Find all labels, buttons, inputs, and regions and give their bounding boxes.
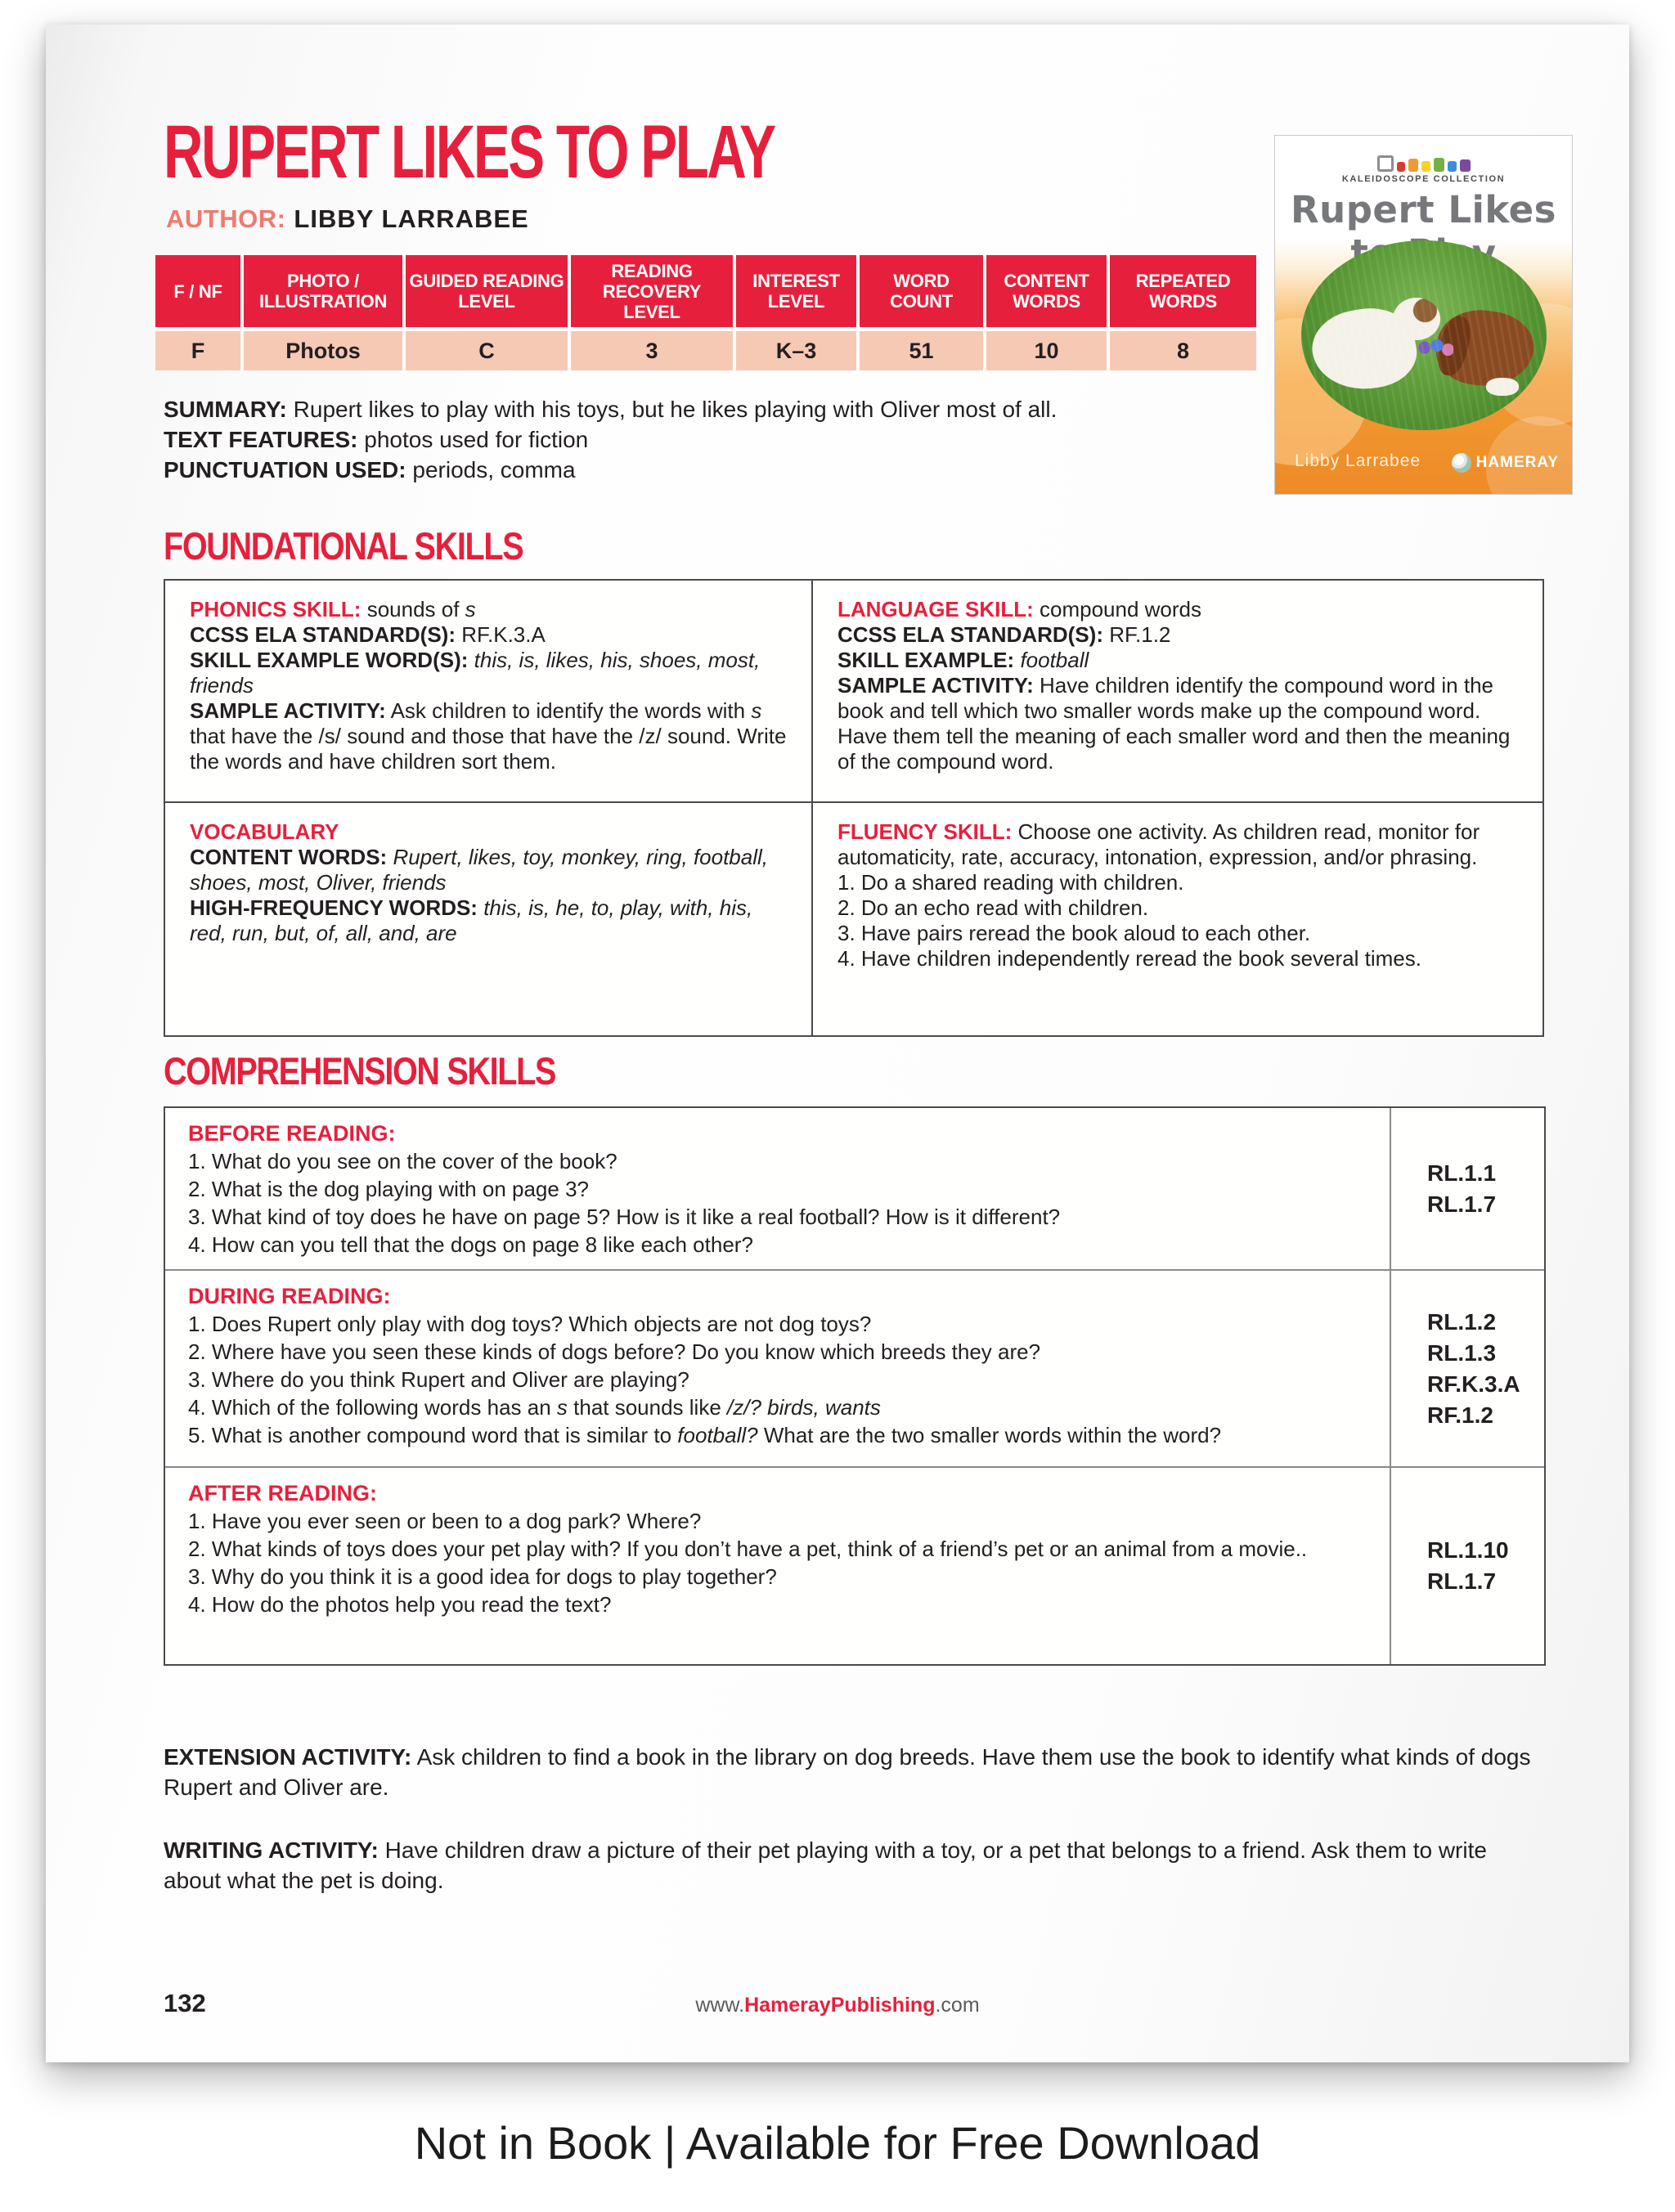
author-label: AUTHOR: <box>166 204 286 233</box>
fluency-item: 1. Do a shared reading with children. <box>838 870 1184 895</box>
value-word-count: 51 <box>860 331 983 370</box>
value-guided-reading-level: C <box>406 331 568 370</box>
summary-text: Rupert likes to play with his toys, but he likes playing with Oliver most of all. <box>293 397 1058 422</box>
book-cover <box>1274 135 1573 495</box>
info-table-value-row <box>155 331 1260 370</box>
phonics-example-line: SKILL EXAMPLE WORD(S): this, is, likes, his, shoes, most, friends <box>190 648 761 698</box>
punctuation-label: PUNCTUATION USED: <box>164 457 406 482</box>
col-header-interest-level: INTEREST LEVEL <box>736 255 856 327</box>
publisher-logo <box>1452 453 1559 473</box>
fluency-skill-label: FLUENCY SKILL: <box>838 819 1013 844</box>
phonics-cell <box>165 581 813 803</box>
page-title: RUPERT LIKES TO PLAY <box>164 110 775 195</box>
after-reading-heading: AFTER READING: <box>188 1481 377 1505</box>
kaleidoscope-collection-logo <box>1275 152 1572 184</box>
publisher-url-brand: HamerayPublishing <box>744 1994 936 2017</box>
question: 4. How do the photos help you read the text? <box>188 1592 612 1617</box>
before-reading-questions <box>165 1108 1390 1269</box>
question: 1. Does Rupert only play with dog toys? Which objects are not dog toys? <box>188 1312 872 1336</box>
foundational-skills-heading: FOUNDATIONAL SKILLS <box>164 525 523 568</box>
vocabulary-cell <box>165 803 813 1035</box>
text-features-line <box>164 424 1057 455</box>
high-frequency-words-line: HIGH-FREQUENCY WORDS: this, is, he, to, play, with, his, red, run, but, of, all, and, are <box>190 895 753 945</box>
rope-toy <box>1417 337 1453 358</box>
white-dog <box>1306 301 1421 397</box>
standard-code: RL.1.3 <box>1427 1339 1497 1366</box>
punctuation-line <box>164 455 1057 485</box>
punctuation-text: periods, comma <box>412 457 576 482</box>
summary-block <box>164 394 1057 485</box>
after-reading-standards <box>1390 1468 1544 1664</box>
question: 4. How can you tell that the dogs on page 8 like each other? <box>188 1232 753 1257</box>
cover-author: Libby Larrabee <box>1295 451 1421 470</box>
book-info-table <box>155 255 1260 370</box>
vocabulary-heading: VOCABULARY <box>190 819 339 844</box>
language-cell <box>813 581 1543 803</box>
foundational-skills-box <box>164 579 1544 1037</box>
col-header-photo-illustration: PHOTO / ILLUSTRATION <box>244 255 402 327</box>
standard-code: RL.1.10 <box>1427 1537 1509 1563</box>
author-name: LIBBY LARRABEE <box>294 204 529 233</box>
phonics-skill-line: PHONICS SKILL: sounds of s <box>190 597 476 621</box>
fluency-item: 2. Do an echo read with children. <box>838 895 1149 920</box>
col-header-content-words: CONTENT WORDS <box>986 255 1107 327</box>
standard-code: RF.K.3.A <box>1427 1371 1520 1397</box>
language-example-line: SKILL EXAMPLE: football <box>838 648 1089 672</box>
col-header-guided-reading-level: GUIDED READING LEVEL <box>406 255 568 327</box>
availability-caption: Not in Book | Available for Free Download <box>414 2117 1261 2169</box>
col-header-f-nf: F / NF <box>155 255 240 327</box>
phonics-activity-line: SAMPLE ACTIVITY: Ask children to identify the words with s that have the /s/ sound and those that have the /z/ sound. Write the words and have children sort them. <box>190 698 787 774</box>
question: 3. Why do you think it is a good idea for dogs to play together? <box>188 1564 777 1589</box>
before-reading-row <box>165 1108 1544 1271</box>
col-header-word-count: WORD COUNT <box>860 255 983 327</box>
standard-code: RL.1.1 <box>1427 1160 1497 1186</box>
question: 3. Where do you think Rupert and Oliver are playing? <box>188 1367 689 1392</box>
question: 1. What do you see on the cover of the book? <box>188 1149 617 1173</box>
language-activity-line: SAMPLE ACTIVITY: Have children identify the compound word in the book and tell which two smaller words make up the compound word. Have them tell the meaning of each smaller word and then the meaning of the compound word. <box>838 673 1511 774</box>
col-header-repeated-words: REPEATED WORDS <box>1110 255 1256 327</box>
extension-activity: EXTENSION ACTIVITY: Ask children to find a book in the library on dog breeds. Have them use the book to identify what kinds of dogs Rupert and Oliver are. <box>164 1744 1531 1800</box>
question: 1. Have you ever seen or been to a dog park? Where? <box>188 1509 702 1533</box>
hameray-mark-icon <box>1452 453 1471 473</box>
fluency-item: 4. Have children independently reread the book several times. <box>838 946 1421 971</box>
language-skill-line: LANGUAGE SKILL: compound words <box>838 597 1201 621</box>
after-reading-row <box>165 1468 1544 1664</box>
before-reading-heading: BEFORE READING: <box>188 1121 396 1146</box>
standard-code: RL.1.7 <box>1427 1568 1497 1594</box>
phonics-ccss-line: CCSS ELA STANDARD(S): RF.K.3.A <box>190 622 546 647</box>
comprehension-skills-box <box>164 1106 1546 1666</box>
kaleidoscope-shapes-icon <box>1275 152 1572 172</box>
value-interest-level: K–3 <box>736 331 856 370</box>
during-reading-row <box>165 1271 1544 1468</box>
value-photo-illustration: Photos <box>244 331 402 370</box>
cover-photo-dogs <box>1301 240 1547 430</box>
language-skill-label: LANGUAGE SKILL: <box>838 597 1034 621</box>
question: 5. What is another compound word that is similar to football? What are the two smaller words within the word? <box>188 1423 1222 1447</box>
question: 2. What is the dog playing with on page 3? <box>188 1177 589 1201</box>
question: 2. Where have you seen these kinds of dogs before? Do you know which breeds they are? <box>188 1339 1041 1364</box>
question: 3. What kind of toy does he have on page 5? How is it like a real football? How is it different? <box>188 1205 1061 1229</box>
during-reading-heading: DURING READING: <box>188 1284 391 1308</box>
summary-label: SUMMARY: <box>164 397 287 422</box>
publisher-name: HAMERAY <box>1475 454 1559 471</box>
writing-activity-label: WRITING ACTIVITY: <box>164 1837 379 1863</box>
info-table-header-row <box>155 255 1260 327</box>
during-reading-questions <box>165 1271 1390 1466</box>
white-dog-head <box>1393 298 1440 340</box>
brown-dog <box>1432 304 1538 393</box>
text-features-text: photos used for fiction <box>364 427 589 452</box>
cover-title-line1: Rupert Likes <box>1291 188 1556 231</box>
text-features-label: TEXT FEATURES: <box>164 427 358 452</box>
collection-name: KALEIDOSCOPE COLLECTION <box>1341 174 1506 184</box>
value-content-words: 10 <box>986 331 1107 370</box>
value-reading-recovery-level: 3 <box>571 331 733 370</box>
question: 4. Which of the following words has an s that sounds like /z/? birds, wants <box>188 1395 881 1420</box>
after-reading-questions <box>165 1468 1390 1664</box>
document-page <box>46 25 1629 2062</box>
author-line <box>166 204 529 234</box>
col-header-reading-recovery-level: READING RECOVERY LEVEL <box>571 255 733 327</box>
before-reading-standards <box>1390 1108 1544 1269</box>
language-ccss-line: CCSS ELA STANDARD(S): RF.1.2 <box>838 622 1171 647</box>
fluency-cell <box>813 803 1543 1035</box>
summary-line <box>164 394 1057 424</box>
question: 2. What kinds of toys does your pet play with? If you don’t have a pet, think of a friend’s pet or an animal from a movie.. <box>188 1537 1308 1561</box>
brown-dog-ear <box>1434 313 1475 379</box>
value-f-nf: F <box>155 331 240 370</box>
phonics-skill-label: PHONICS SKILL: <box>190 597 361 621</box>
content-words-line: CONTENT WORDS: Rupert, likes, toy, monkey, ring, football, shoes, most, Oliver, friends <box>190 845 769 895</box>
during-reading-standards <box>1390 1271 1544 1466</box>
value-repeated-words: 8 <box>1110 331 1256 370</box>
brown-dog-paw <box>1486 378 1519 396</box>
publisher-url: www.HamerayPublishing.com <box>695 1994 980 2017</box>
fluency-skill-line: FLUENCY SKILL: Choose one activity. As children read, monitor for automaticity, rate, accuracy, intonation, expression, and/or phrasing. <box>838 819 1480 869</box>
fluency-item: 3. Have pairs reread the book aloud to each other. <box>838 921 1311 945</box>
page-number: 132 <box>164 1989 206 2017</box>
standard-code: RF.1.2 <box>1427 1402 1493 1428</box>
extension-activity-label: EXTENSION ACTIVITY: <box>164 1744 412 1770</box>
comprehension-skills-heading: COMPREHENSION SKILLS <box>164 1050 556 1093</box>
standard-code: RL.1.2 <box>1427 1308 1497 1335</box>
standard-code: RL.1.7 <box>1427 1191 1497 1217</box>
writing-activity: WRITING ACTIVITY: Have children draw a picture of their pet playing with a toy, or a pet that belongs to a friend. Ask them to write about what the pet is doing. <box>164 1837 1487 1893</box>
